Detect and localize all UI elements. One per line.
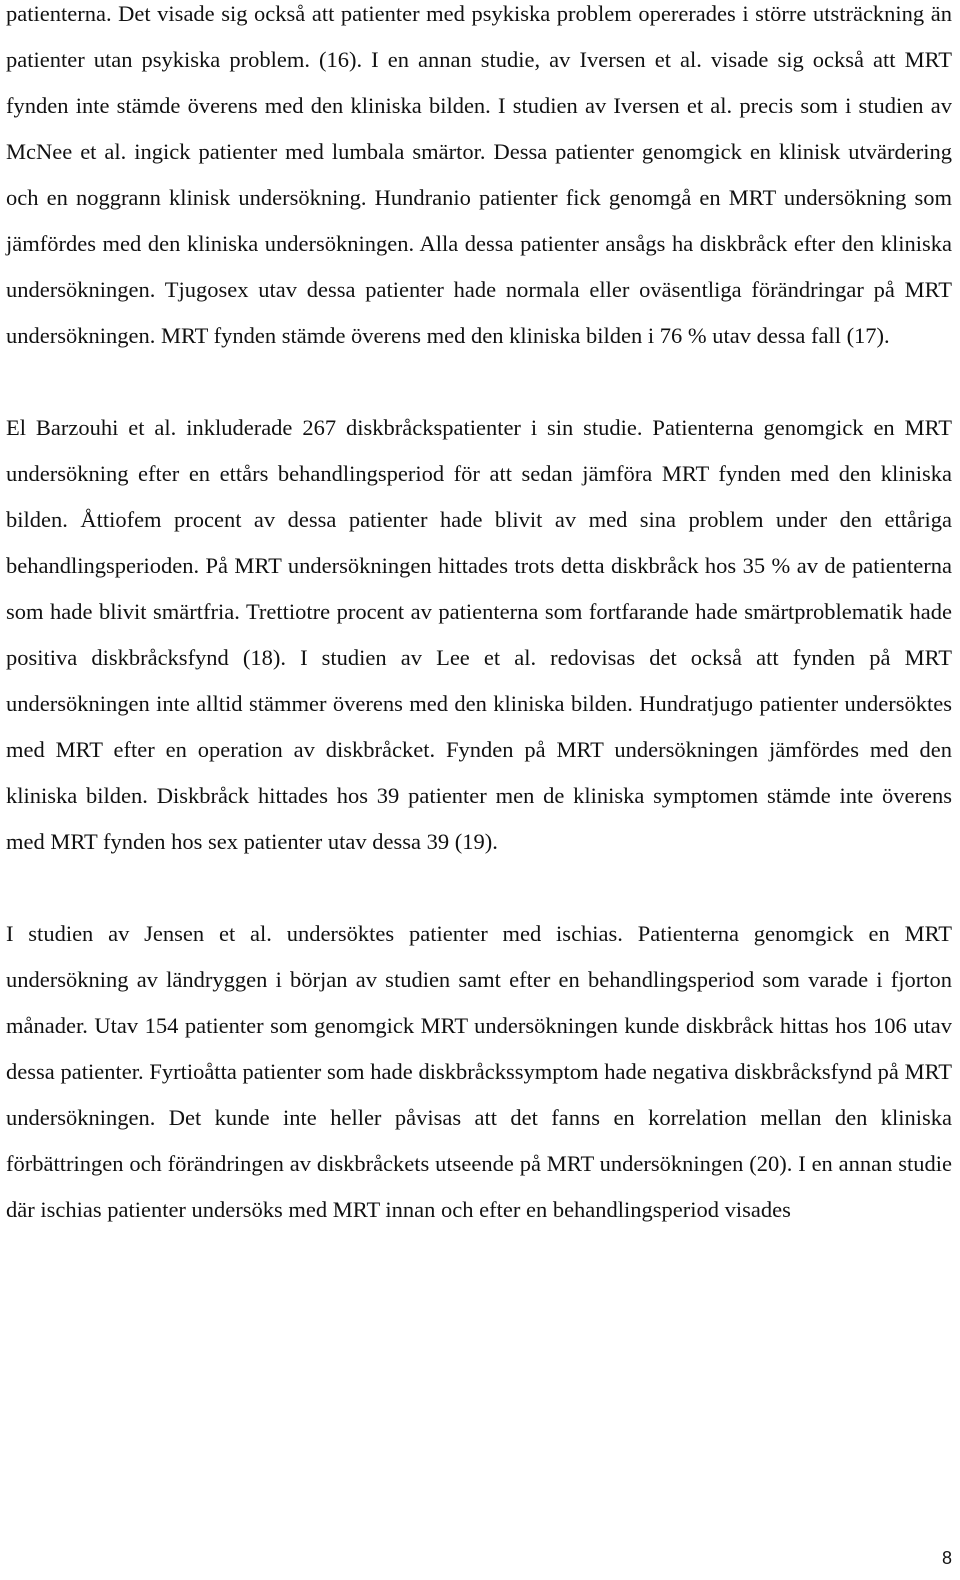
paragraph-3: I studien av Jensen et al. undersöktes patienter med ischias. Patienterna genomgick en MRT undersökning av ländryggen i början av studien samt efter en behandlingsperiod som varade i fjorton månader. Utav 154 patienter som genomgick MRT undersökningen kunde diskbråck hittas hos 106 utav dessa patienter. Fyrtioåtta patienter som hade diskbråckssymptom hade negativa diskbråcksfynd på MRT undersökningen. Det kunde inte heller påvisas att det fanns en korrelation mellan den kliniska förbättringen och förändringen av diskbråckets utseende på MRT undersökningen (20). I en annan studie där ischias patienter undersöks med MRT innan och efter en behandlingsperiod visades xyxy=(6,921,952,1222)
document-body xyxy=(6,0,952,1233)
paragraph-spacer xyxy=(6,865,952,911)
paragraph-1: patienterna. Det visade sig också att patienter med psykiska problem opererades i större utsträckning än patienter utan psykiska problem. (16). I en annan studie, av Iversen et al. visade sig också att MRT fynden inte stämde överens med den kliniska bilden. I studien av Iversen et al. precis som i studien av McNee et al. ingick patienter med lumbala smärtor. Dessa patienter genomgick en klinisk utvärdering och en noggrann klinisk undersökning. Hundranio patienter fick genomgå en MRT undersökning som jämfördes med den kliniska undersökningen. Alla dessa patienter ansågs ha diskbråck efter den kliniska undersökningen. Tjugosex utav dessa patienter hade normala eller oväsentliga förändringar på MRT undersökningen. MRT fynden stämde överens med den kliniska bilden i 76 % utav dessa fall (17). xyxy=(6,1,952,348)
page-number: 8 xyxy=(941,1548,952,1568)
paragraph-spacer xyxy=(6,359,952,405)
paragraph-2: El Barzouhi et al. inkluderade 267 diskbråckspatienter i sin studie. Patienterna genomgick en MRT undersökning efter en ettårs behandlingsperiod för att sedan jämföra MRT fynden med den kliniska bilden. Åttiofem procent av dessa patienter hade blivit av med sina problem under den ettåriga behandlingsperioden. På MRT undersökningen hittades trots detta diskbråck hos 35 % av de patienterna som hade blivit smärtfria. Trettiotre procent av patienterna som fortfarande hade smärtproblematik hade positiva diskbråcksfynd (18). I studien av Lee et al. redovisas det också att fynden på MRT undersökningen inte alltid stämmer överens med den kliniska bilden. Hundratjugo patienter undersöktes med MRT efter en operation av diskbråcket. Fynden på MRT undersökningen jämfördes med den kliniska bilden. Diskbråck hittades hos 39 patienter men de kliniska symptomen stämde inte överens med MRT fynden hos sex patienter utav dessa 39 (19). xyxy=(6,415,952,854)
